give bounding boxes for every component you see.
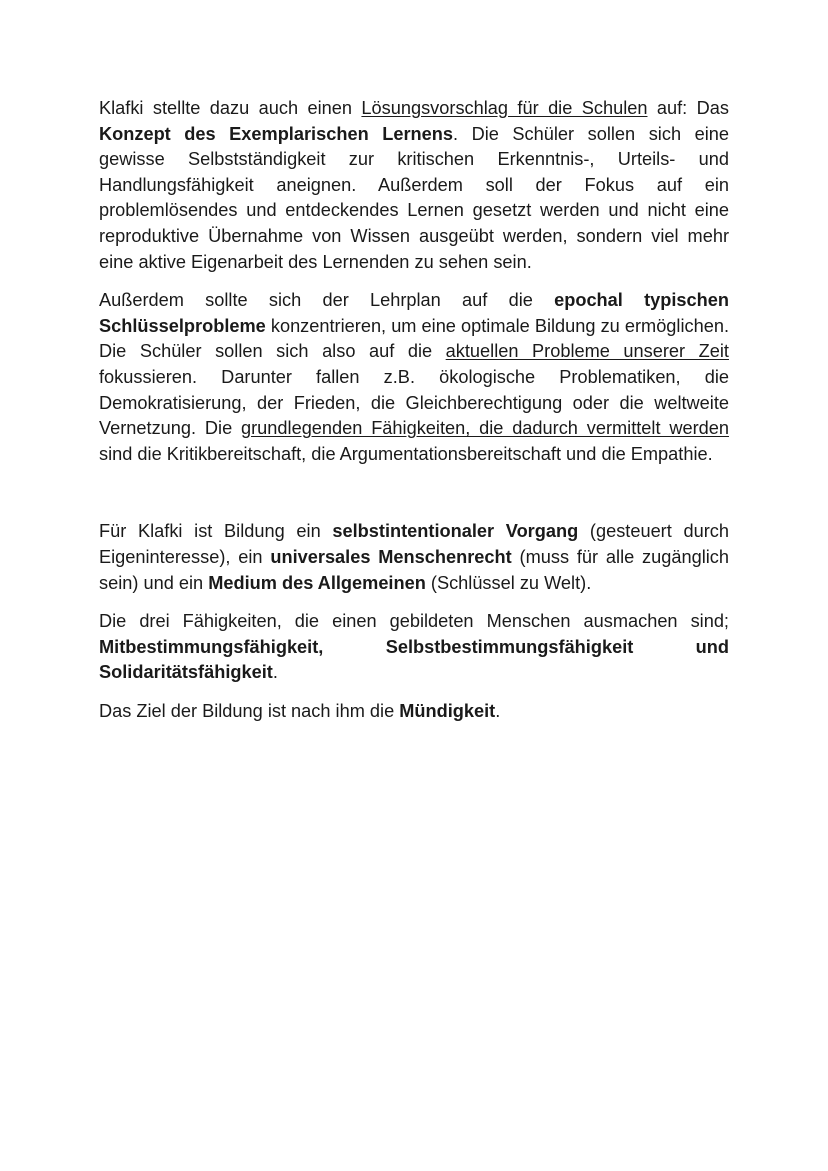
text: konzentrieren, um eine optimale Bildung zu ermöglichen. Die Schüler sollen sich also auf die xyxy=(99,315,729,362)
text: Für Klafki ist Bildung ein xyxy=(99,521,333,542)
bold-term: Mitbestimmungsfähigkeit, Selbstbestimmungsfähigkeit und Solidaritätsfähigkeit xyxy=(99,636,729,683)
paragraph-exemplarisches-lernen xyxy=(99,96,729,275)
text: . Die Schüler sollen sich eine gewisse Selbstständigkeit zur kritischen Erkenntnis-, Urteils- und Handlungsfähigkeit aneignen. Außerdem soll der Fokus auf ein problemlösendes und entdeckendes Lernen gesetzt werden und nicht eine reproduktive Übernahme von Wissen ausgeübt werden, sondern viel mehr eine aktive Eigenarbeit des Lernenden zu sehen sein. xyxy=(99,123,729,272)
bold-term: Medium des Allgemeinen xyxy=(208,572,426,593)
document-body xyxy=(99,96,729,737)
text: Das Ziel der Bildung ist nach ihm die xyxy=(99,700,400,721)
text: (Schlüssel zu Welt). xyxy=(425,572,592,593)
paragraph-schluesselprobleme xyxy=(99,288,729,467)
bold-term: Konzept des Exemplarischen Lernens xyxy=(99,123,453,144)
underlined-text: grundlegenden Fähigkeiten, die dadurch vermittelt werden xyxy=(241,418,729,439)
underlined-text: aktuellen Probleme unserer Zeit xyxy=(445,341,729,362)
bold-term: selbstintentionaler Vorgang xyxy=(332,521,579,542)
text: (gesteuert durch Eigeninteresse), ein xyxy=(99,521,729,567)
text: (muss für alle zugänglich sein) und ein xyxy=(99,546,730,593)
text: . xyxy=(272,662,278,683)
text: fokussieren. Darunter fallen z.B. ökologische Problematiken, die Demokratisierung, der Frieden, die Gleichberechtigung oder die weltweite Vernetzung. Die xyxy=(99,366,729,439)
text: sind die Kritikbereitschaft, die Argumentationsbereitschaft und die Empathie. xyxy=(99,443,713,464)
text: Außerdem sollte sich der Lehrplan auf die xyxy=(99,290,555,311)
bold-term: Mündigkeit xyxy=(399,700,496,721)
underlined-text: Lösungsvorschlag für die Schulen xyxy=(361,98,648,118)
paragraph-drei-faehigkeiten xyxy=(99,609,729,686)
bold-term: epochal typischen Schlüsselprobleme xyxy=(99,290,729,336)
text: . xyxy=(495,700,501,721)
paragraph-bildungsbegriff xyxy=(99,519,729,596)
text: Die drei Fähigkeiten, die einen gebildeten Menschen ausmachen sind; xyxy=(99,611,729,632)
text: Klafki stellte dazu auch einen xyxy=(99,98,362,118)
bold-term: universales Menschenrecht xyxy=(270,546,512,567)
paragraph-muendigkeit xyxy=(99,699,729,725)
text: auf: Das xyxy=(647,98,729,118)
